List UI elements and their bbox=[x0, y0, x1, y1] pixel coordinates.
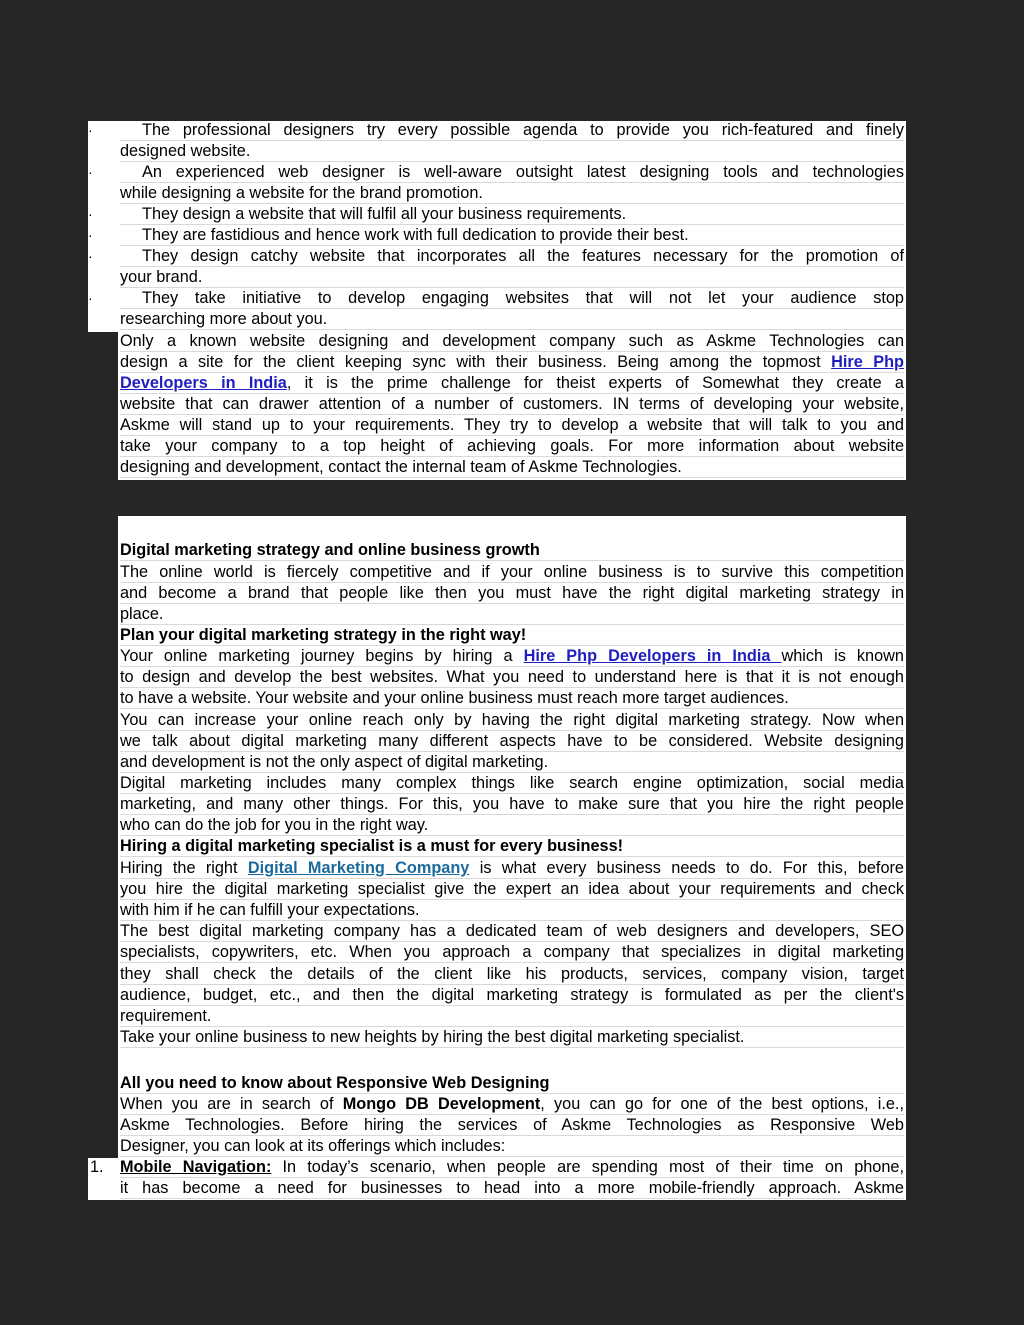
section-heading: Hiring a digital marketing specialist is a must for every business! bbox=[120, 836, 904, 857]
digital-marketing-company-link[interactable]: Digital Marketing Company bbox=[247, 859, 470, 877]
paragraph-line: we talk about digital marketing many different aspects have to be considered. Website designing bbox=[120, 732, 904, 750]
paragraph-line: and development is not the only aspect of digital marketing. bbox=[120, 752, 904, 773]
paragraph-line: website that can drawer attention of a number of customers. IN terms of developing your website, bbox=[120, 395, 904, 413]
bullet-marker: · bbox=[88, 290, 93, 306]
bullet-marker: · bbox=[88, 122, 93, 138]
bullet-item-3-line-1: They design a website that will fulfil all your business requirements. bbox=[120, 204, 904, 225]
list-number: 1. bbox=[90, 1158, 104, 1176]
paragraph-line: and become a brand that people like then you must have the right digital marketing strategy in bbox=[120, 584, 904, 602]
bullet-item-6-line-1: They take initiative to develop engaging websites that will not let your audience stop bbox=[120, 288, 904, 309]
paragraph-line: You can increase your online reach only by having the right digital marketing strategy. Now when bbox=[120, 711, 904, 729]
paragraph-line: with him if he can fulfill your expectations. bbox=[120, 900, 904, 921]
paragraph-line: to design and develop the best websites. What you need to understand here is that it is not enough bbox=[120, 668, 904, 686]
paragraph-line: Only a known website designing and development company such as Askme Technologies can bbox=[120, 332, 904, 350]
developers-in-india-link[interactable]: Developers in India bbox=[120, 374, 287, 392]
paragraph-line: marketing, and many other things. For this, you have to make sure that you hire the right people bbox=[120, 795, 904, 813]
paragraph-line: Take your online business to new heights by hiring the best digital marketing specialist. bbox=[120, 1027, 904, 1048]
list-item-line: it has become a need for businesses to head into a more mobile-friendly approach. Askme bbox=[120, 1179, 904, 1197]
bullet-item-5-line-2: your brand. bbox=[120, 267, 904, 288]
paragraph-line: design a site for the client keeping sync with their business. Being among the topmost Hire Php bbox=[120, 353, 904, 371]
bullet-marker: · bbox=[88, 206, 93, 222]
bullet-item-6-line-2: researching more about you. bbox=[120, 309, 904, 330]
bullet-item-1-line-1: The professional designers try every possible agenda to provide you rich-featured and finely bbox=[120, 120, 904, 141]
bullet-item-4-line-1: They are fastidious and hence work with full dedication to provide their best. bbox=[120, 225, 904, 246]
bullet-item-2-line-1: An experienced web designer is well-aware outsight latest designing tools and technologies bbox=[120, 162, 904, 183]
paragraph-line: Developers in India, it is the prime challenge for theist experts of Somewhat they create a bbox=[120, 374, 904, 392]
paragraph-line: When you are in search of Mongo DB Development, you can go for one of the best options, i.e., bbox=[120, 1095, 904, 1113]
paragraph-line: Hiring the right Digital Marketing Company is what every business needs to do. For this, before bbox=[120, 859, 904, 877]
section-heading: Plan your digital marketing strategy in the right way! bbox=[120, 625, 904, 646]
hire-php-developers-link[interactable]: Hire Php Developers in India bbox=[523, 647, 782, 665]
paragraph-line: they shall check the details of the client like his products, services, company vision, target bbox=[120, 965, 904, 983]
paragraph-line: to have a website. Your website and your online business must reach more target audiences. bbox=[120, 688, 904, 709]
bullet-item-2-line-2: while designing a website for the brand promotion. bbox=[120, 183, 904, 204]
bullet-item-5-line-1: They design catchy website that incorporates all the features necessary for the promotion of bbox=[120, 246, 904, 267]
paragraph-line: specialists, copywriters, etc. When you approach a company that specializes in digital marketing bbox=[120, 943, 904, 961]
paragraph-line: who can do the job for you in the right way. bbox=[120, 815, 904, 836]
paragraph-line: take your company to a top height of achieving goals. For more information about website bbox=[120, 437, 904, 455]
bullet-marker: · bbox=[88, 227, 93, 243]
paragraph-line: The best digital marketing company has a dedicated team of web designers and developers, SEO bbox=[120, 922, 904, 940]
paragraph-line: Askme will stand up to your requirements. They try to develop a website that will talk to you and bbox=[120, 416, 904, 434]
section-heading: Digital marketing strategy and online business growth bbox=[120, 540, 904, 561]
section-heading: All you need to know about Responsive Web Designing bbox=[120, 1073, 904, 1094]
bullet-marker: · bbox=[88, 248, 93, 264]
paragraph-line: Askme Technologies. Before hiring the services of Askme Technologies as Responsive Web bbox=[120, 1116, 904, 1134]
paragraph-line: requirement. bbox=[120, 1006, 904, 1027]
paragraph-line: audience, budget, etc., and then the digital marketing strategy is formulated as per the client's bbox=[120, 986, 904, 1004]
hire-php-link[interactable]: Hire Php bbox=[831, 353, 904, 371]
paragraph-line: designing and development, contact the internal team of Askme Technologies. bbox=[120, 457, 904, 478]
paragraph-line: The online world is fiercely competitive and if your online business is to survive this competition bbox=[120, 563, 904, 581]
bullet-marker: · bbox=[88, 164, 93, 180]
paragraph-line: Your online marketing journey begins by hiring a Hire Php Developers in India which is known bbox=[120, 647, 904, 665]
paragraph-line: Designer, you can look at its offerings which includes: bbox=[120, 1136, 904, 1157]
paragraph-line: place. bbox=[120, 604, 904, 625]
bullet-item-1-line-2: designed website. bbox=[120, 141, 904, 162]
list-item-line: Mobile Navigation: In today’s scenario, when people are spending most of their time on phone, bbox=[120, 1158, 904, 1176]
mongo-db-development-text: Mongo DB Development bbox=[342, 1095, 541, 1113]
mobile-navigation-title: Mobile Navigation: bbox=[120, 1158, 272, 1176]
paragraph-line: Digital marketing includes many complex things like search engine optimization, social media bbox=[120, 774, 904, 792]
paragraph-line: you hire the digital marketing specialist give the expert an idea about your requirements and check bbox=[120, 880, 904, 898]
